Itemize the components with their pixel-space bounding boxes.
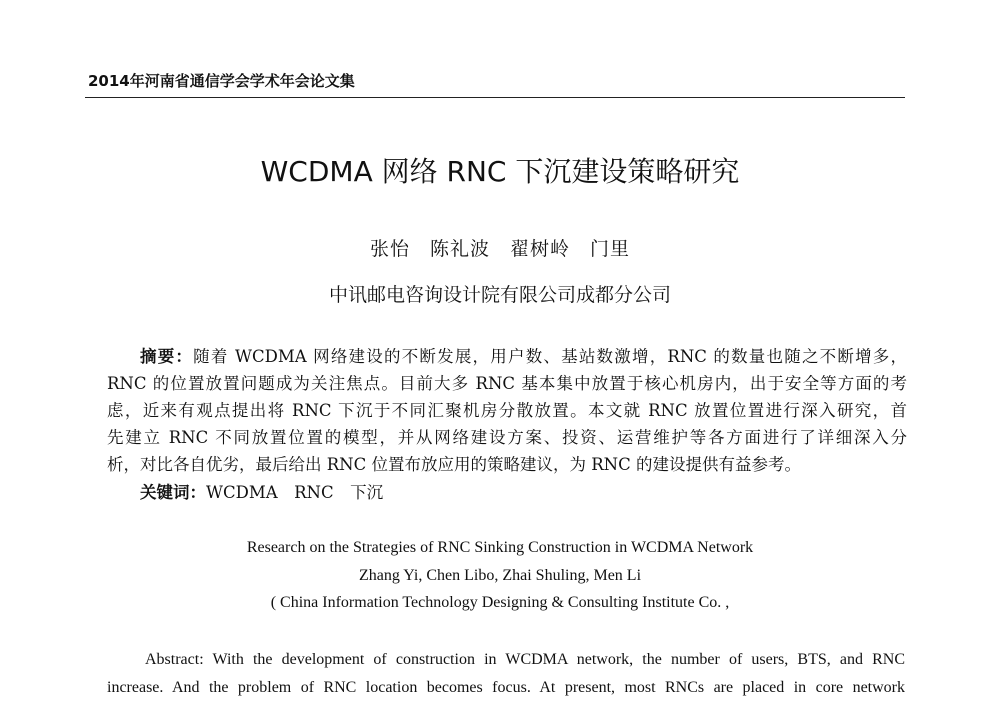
abstract-line: 虑，近来有观点提出将 RNC 下沉于不同汇聚机房分散放置。本文就 RNC 放置位置进行深入研究，首: [107, 401, 907, 420]
english-abstract-line: Abstract: With the development of construction in WCDMA network, the number of users, BTS, and RNC: [145, 651, 905, 668]
abstract-line: 摘要：随着 WCDMA 网络建设的不断发展，用户数、基站数激增，RNC 的数量也随之不断增多，: [140, 347, 908, 366]
english-affiliation: ( China Information Technology Designing & Consulting Institute Co. ,: [270, 594, 730, 611]
abstract-line: RNC 的位置放置问题成为关注焦点。目前大多 RNC 基本集中放置于核心机房内，出于安全等方面的考: [107, 374, 907, 393]
authors: 张怡 陈礼波 翟树岭 门里: [369, 238, 630, 260]
running-header: 2014年河南省通信学会学术年会论文集: [88, 72, 355, 90]
abstract-line: 析，对比各自优劣，最后给出 RNC 位置布放应用的策略建议，为 RNC 的建设提供有益参考。: [107, 455, 801, 474]
english-title: Research on the Strategies of RNC Sinking Construction in WCDMA Network: [246, 539, 754, 556]
keywords: 关键词：WCDMA RNC 下沉: [140, 483, 384, 502]
english-abstract-line: increase. And the problem of RNC location becomes focus. At present, most RNCs are placed in core network: [107, 679, 905, 696]
header-rule: [85, 97, 905, 98]
keywords-label: 关键词：: [140, 483, 206, 502]
abstract-line: 先建立 RNC 不同放置位置的模型，并从网络建设方案、投资、运营维护等各方面进行了详细深入分: [107, 428, 907, 447]
paper-title: WCDMA 网络 RNC 下沉建设策略研究: [260, 155, 740, 188]
english-authors: Zhang Yi, Chen Libo, Zhai Shuling, Men Li: [358, 567, 642, 584]
abstract-label: 摘要：: [140, 347, 194, 366]
affiliation: 中讯邮电咨询设计院有限公司成都分公司: [328, 284, 671, 306]
